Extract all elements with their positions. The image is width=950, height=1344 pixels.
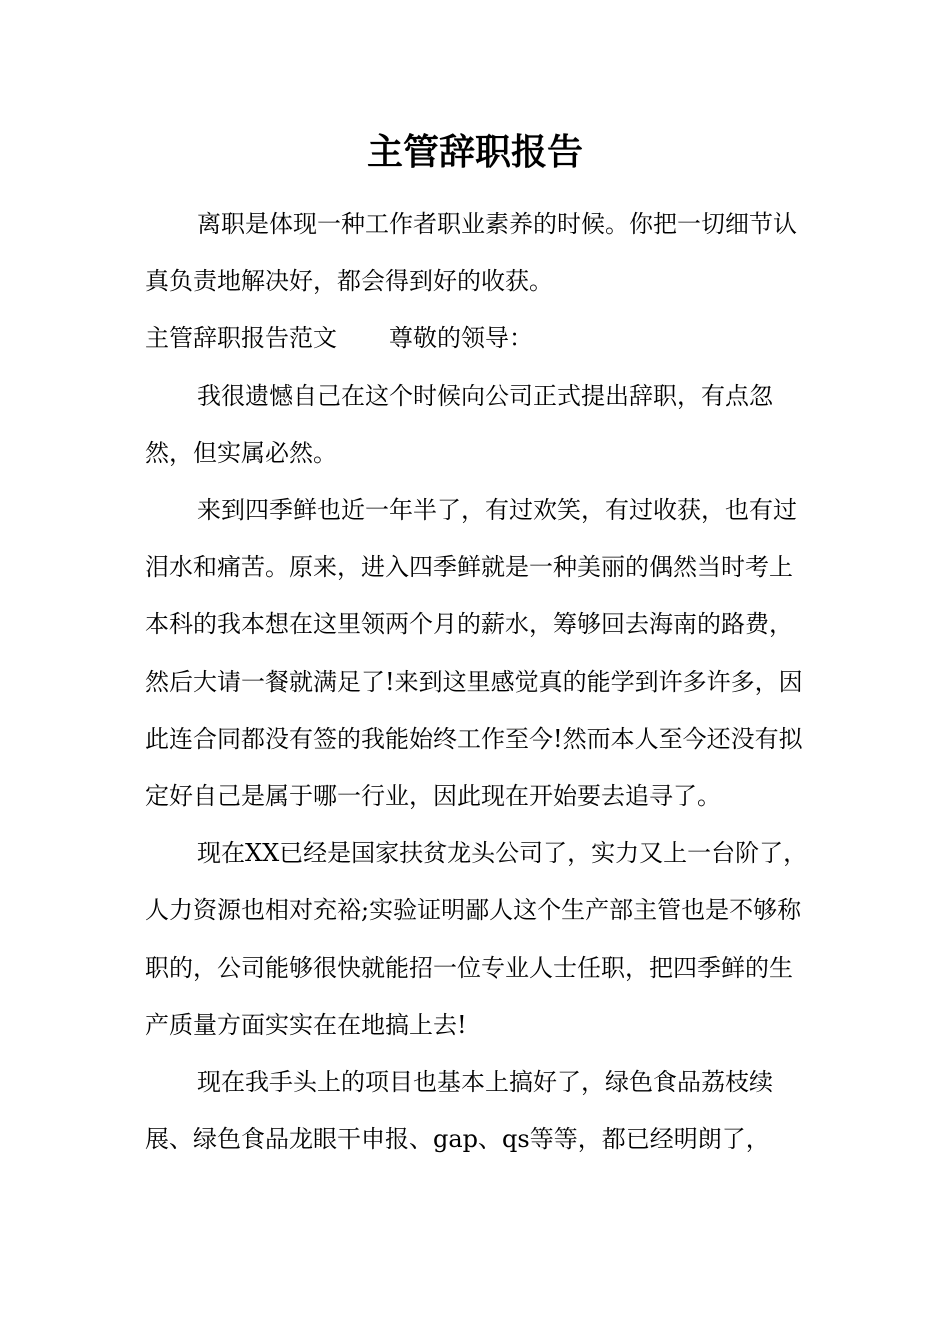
body-paragraph-2: 来到四季鲜也近一年半了，有过欢笑，有过收获，也有过泪水和痛苦。原来，进入四季鲜就是一种美丽的偶然当时考上本科的我本想在这里领两个月的薪水，筹够回去海南的路费，然后大请一餐就满足了!来到这里感觉真的能学到许多许多，因此连合同都没有签的我能始终工作至今!然而本人至今还没有拟定好自己是属于哪一行业，因此现在开始要去追寻了。 bbox=[145, 496, 803, 811]
salutation: 尊敬的领导： bbox=[389, 324, 533, 353]
body-paragraph-1: 我很遗憾自己在这个时候向公司正式提出辞职，有点忽然，但实属必然。 bbox=[145, 381, 773, 467]
intro-paragraph: 离职是体现一种工作者职业素养的时候。你把一切细节认真负责地解决好，都会得到好的收获。 bbox=[145, 210, 797, 296]
body-paragraph-3: 现在XX已经是国家扶贫龙头公司了，实力又上一台阶了，人力资源也相对充裕;实验证明鄙人这个生产部主管也是不够称职的，公司能够很快就能招一位专业人士任职，把四季鲜的生产质量方面实实在在地搞上去! bbox=[145, 839, 808, 1039]
document-body bbox=[145, 196, 810, 1168]
salutation-line bbox=[145, 310, 810, 367]
sample-heading: 主管辞职报告范文 bbox=[145, 324, 337, 353]
body-paragraph-4: 现在我手头上的项目也基本上搞好了，绿色食品荔枝续展、绿色食品龙眼干申报、gap、qs等等，都已经明朗了， bbox=[145, 1068, 773, 1154]
document-title: 主管辞职报告 bbox=[366, 131, 583, 173]
